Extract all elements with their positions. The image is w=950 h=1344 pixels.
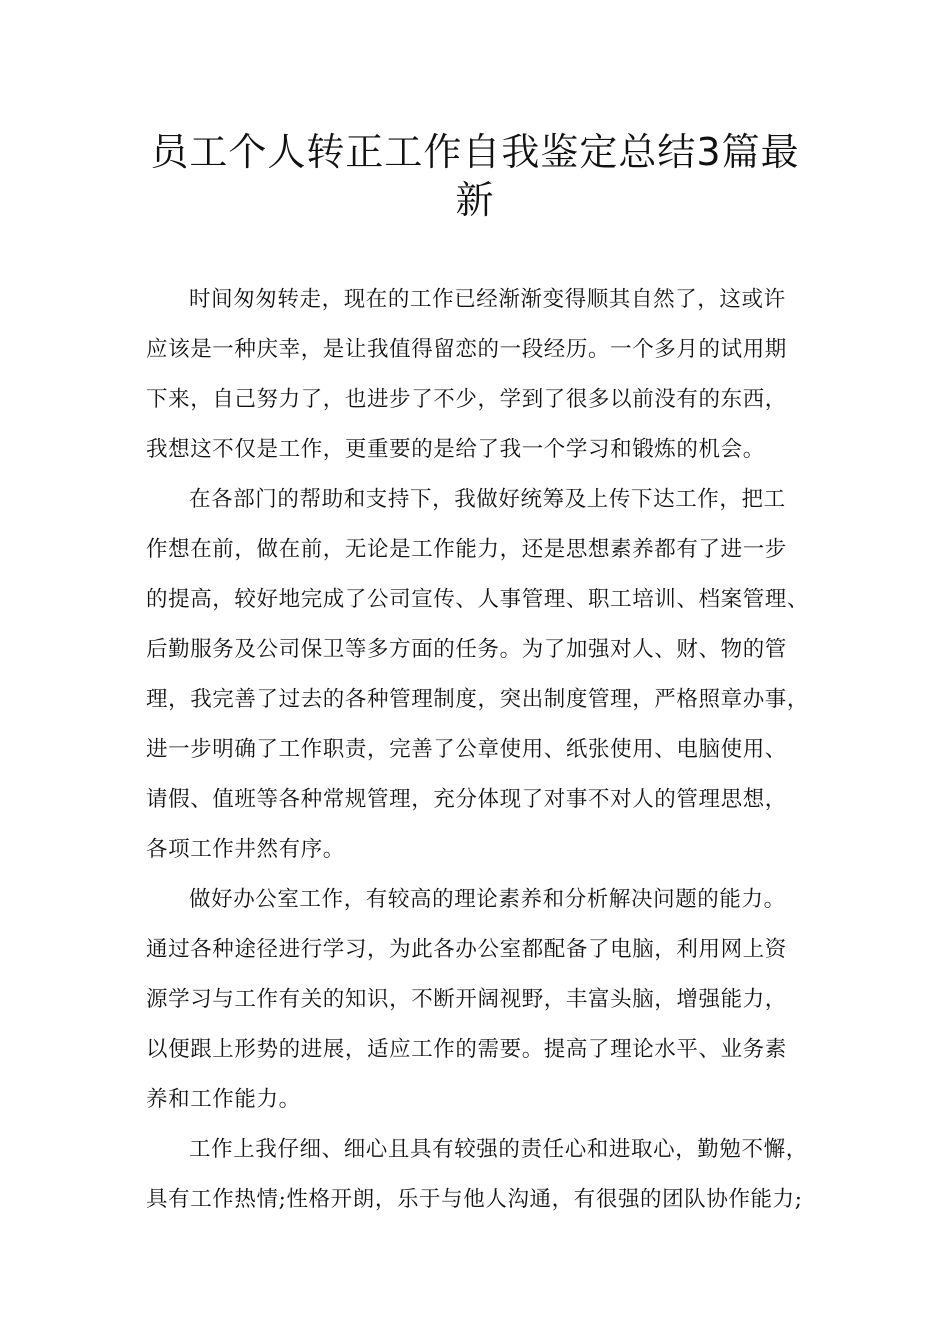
paragraph-1-line-2: 应该是一种庆幸，是让我值得留恋的一段经历。一个多月的试用期 bbox=[146, 337, 787, 362]
paragraph-2-line-5: 理，我完善了过去的各种管理制度，突出制度管理，严格照章办事， bbox=[146, 687, 810, 712]
paragraph-2-line-6: 进一步明确了工作职责，完善了公章使用、纸张使用、电脑使用、 bbox=[146, 737, 787, 762]
paragraph-1-line-4: 我想这不仅是工作，更重要的是给了我一个学习和锻炼的机会。 bbox=[146, 437, 765, 462]
paragraph-4-line-2: 具有工作热情;性格开朗，乐于与他人沟通，有很强的团队协作能力; bbox=[146, 1187, 803, 1212]
paragraph-2-line-4: 后勤服务及公司保卫等多方面的任务。为了加强对人、财、物的管 bbox=[146, 637, 787, 662]
title-line-2: 新 bbox=[455, 178, 495, 222]
paragraph-3-line-2: 通过各种途径进行学习，为此各办公室都配备了电脑，利用网上资 bbox=[146, 937, 787, 962]
paragraph-3-line-4: 以便跟上形势的进展，适应工作的需要。提高了理论水平、业务素 bbox=[146, 1037, 787, 1062]
paragraph-1-line-3: 下来，自己努力了，也进步了不少，学到了很多以前没有的东西， bbox=[146, 387, 787, 412]
paragraph-2-line-1: 在各部门的帮助和支持下，我做好统筹及上传下达工作，把工 bbox=[189, 487, 786, 512]
paragraph-4-line-1: 工作上我仔细、细心且具有较强的责任心和进取心，勤勉不懈， bbox=[189, 1137, 808, 1162]
paragraph-2-line-7: 请假、值班等各种常规管理，充分体现了对事不对人的管理思想， bbox=[146, 787, 787, 812]
paragraph-2-line-2: 作想在前，做在前，无论是工作能力，还是思想素养都有了进一步 bbox=[146, 537, 787, 562]
paragraph-3-line-1: 做好办公室工作，有较高的理论素养和分析解决问题的能力。 bbox=[189, 887, 786, 912]
paragraph-2-line-3: 的提高，较好地完成了公司宣传、人事管理、职工培训、档案管理、 bbox=[146, 587, 810, 612]
paragraph-1-line-1: 时间匆匆转走，现在的工作已经渐渐变得顺其自然了，这或许 bbox=[189, 287, 786, 312]
paragraph-3-line-5: 养和工作能力。 bbox=[146, 1087, 301, 1112]
paragraph-2-line-8: 各项工作井然有序。 bbox=[146, 837, 345, 862]
paragraph-3-line-3: 源学习与工作有关的知识，不断开阔视野，丰富头脑，增强能力， bbox=[146, 987, 787, 1012]
title-line-1: 员工个人转正工作自我鉴定总结3篇最 bbox=[150, 130, 800, 174]
